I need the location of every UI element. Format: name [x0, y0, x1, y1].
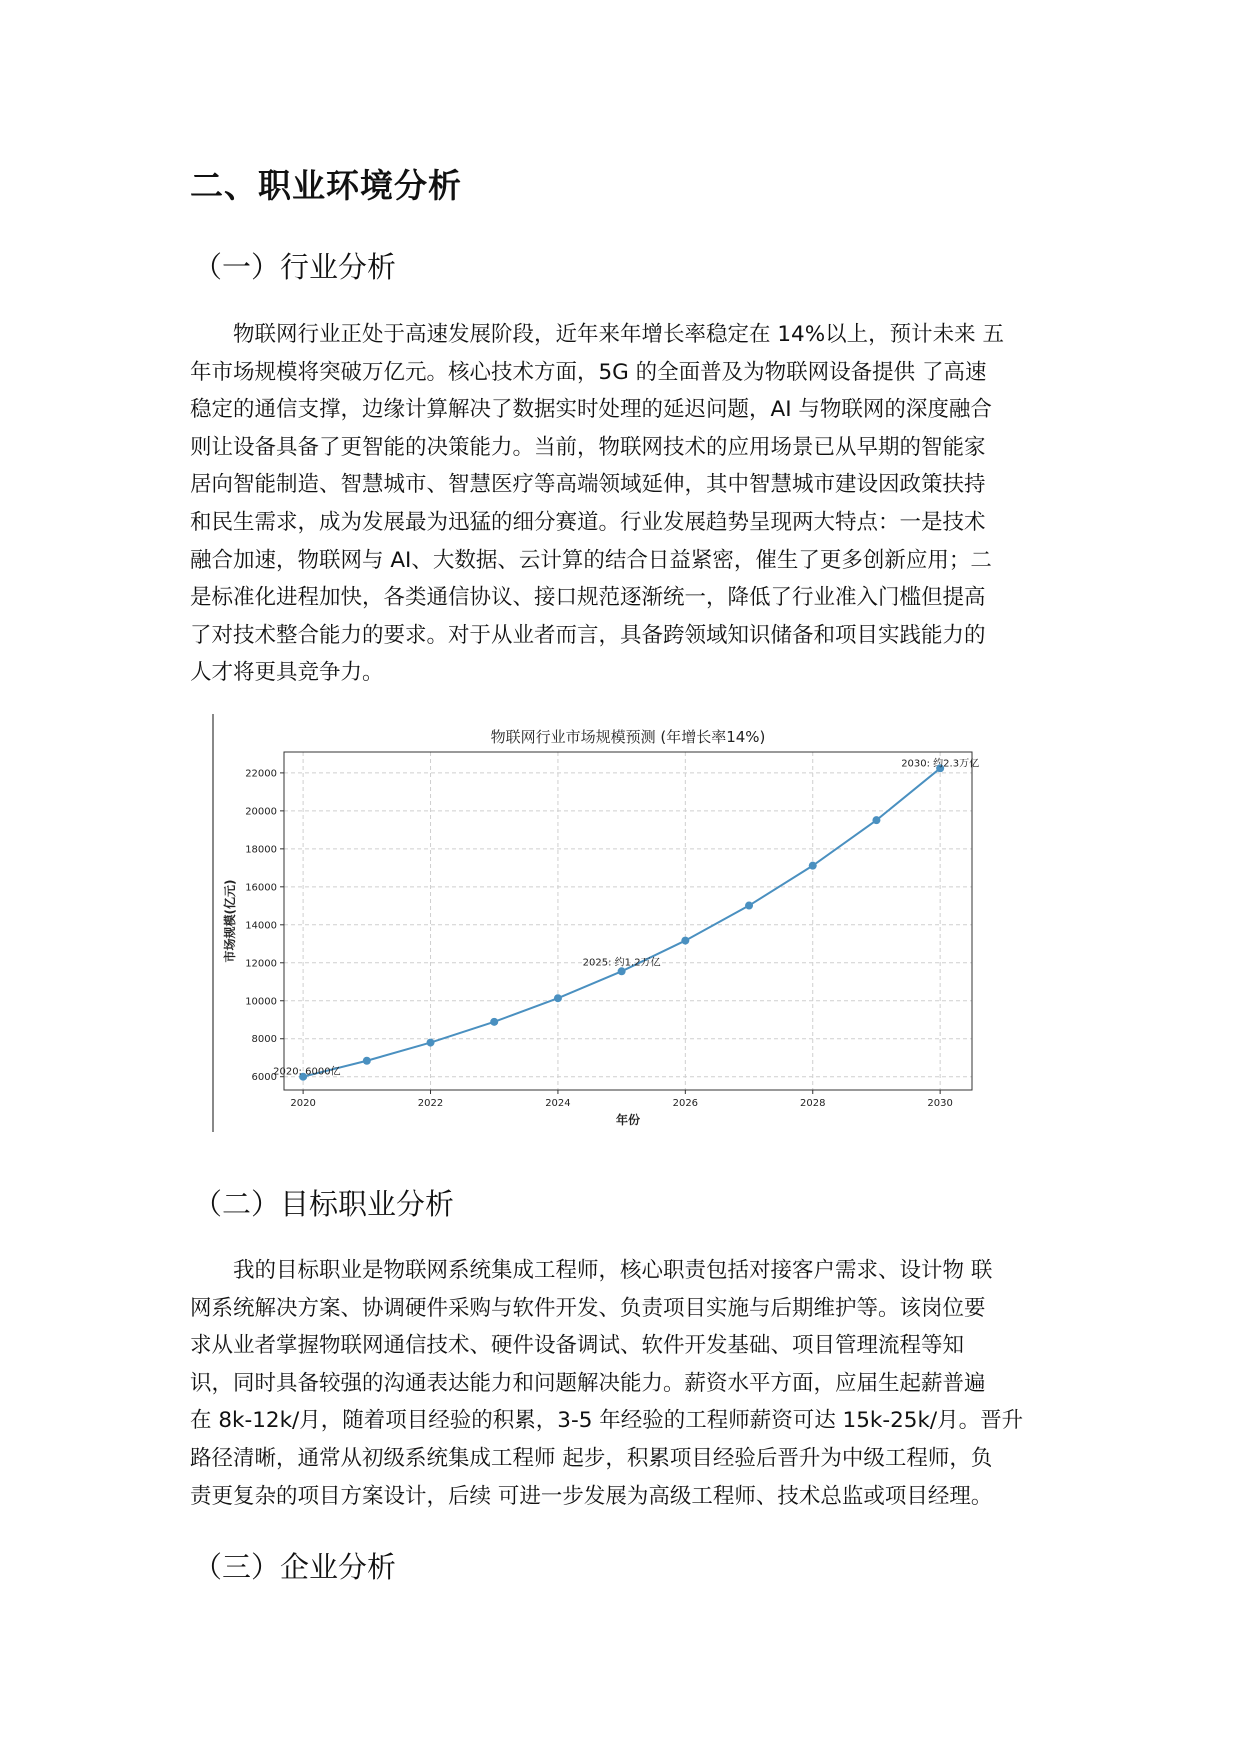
y-tick-label: 22000 — [245, 768, 277, 780]
x-tick-label: 2020 — [290, 1098, 316, 1109]
paragraph-line: 求从业者掌握物联网通信技术、硬件设备调试、软件开发基础、项目管理流程等知 — [190, 1333, 965, 1359]
paragraph-line: 融合加速，物联网与 AI、大数据、云计算的结合日益紧密，催生了更多创新应用；二 — [190, 547, 992, 573]
paragraph-line: 则让设备具备了更智能的决策能力。当前，物联网技术的应用场景已从早期的智能家 — [190, 434, 986, 460]
y-axis-label: 市场规模(亿元) — [223, 879, 237, 963]
paragraph-line: 网系统解决方案、协调硬件采购与软件开发、负责项目实施与后期维护等。该岗位要 — [190, 1295, 986, 1321]
data-point — [554, 994, 562, 1002]
industry-paragraph — [190, 316, 1062, 692]
x-tick-label: 2030 — [927, 1098, 953, 1109]
x-tick-label: 2028 — [800, 1098, 826, 1109]
data-point — [618, 967, 626, 975]
paragraph-line: 在 8k-12k/月，随着项目经验的积累，3-5 年经验的工程师薪资可达 15k-25k/月。晋升 — [190, 1408, 1024, 1434]
data-point — [427, 1039, 435, 1047]
y-tick-label: 10000 — [245, 996, 277, 1008]
y-tick-label: 8000 — [251, 1034, 277, 1046]
y-tick-label: 6000 — [251, 1072, 277, 1084]
x-axis-label: 年份 — [615, 1113, 641, 1127]
subsection-heading-target-career: （二）目标职业分析 — [193, 1187, 455, 1221]
data-point — [490, 1018, 498, 1026]
paragraph-line: 稳定的通信支撑，边缘计算解决了数据实时处理的延迟问题，AI 与物联网的深度融合 — [190, 397, 992, 423]
section-title: 二、职业环境分析 — [190, 166, 462, 205]
data-annotation: 2020: 6000亿 — [273, 1066, 341, 1078]
market-size-chart — [212, 712, 998, 1132]
x-tick-label: 2026 — [672, 1098, 699, 1109]
paragraph-line: 物联网行业正处于高速发展阶段，近年来年增长率稳定在 14%以上，预计未来 五 — [233, 322, 1004, 347]
y-tick-label: 18000 — [245, 844, 277, 856]
paragraph-line: 了对技术整合能力的要求。对于从业者而言，具备跨领域知识储备和项目实践能力的 — [190, 622, 986, 648]
data-point — [809, 862, 817, 870]
y-tick-label: 16000 — [245, 882, 277, 894]
chart-svg — [212, 712, 998, 1132]
x-tick-label: 2022 — [417, 1098, 444, 1109]
plot-frame — [284, 752, 972, 1090]
subsection-heading-industry: （一）行业分析 — [193, 250, 397, 284]
data-annotation: 2025: 约1.2万亿 — [582, 957, 661, 969]
y-tick-label: 20000 — [245, 806, 277, 818]
data-annotation: 2030: 约2.3万亿 — [901, 758, 980, 770]
paragraph-line: 居向智能制造、智慧城市、智慧医疗等高端领域延伸，其中智慧城市建设因政策扶持 — [190, 472, 986, 498]
paragraph-line: 人才将更具竞争力。 — [190, 660, 384, 686]
paragraph-line: 识，同时具备较强的沟通表达能力和问题解决能力。薪资水平方面，应届生起薪普遍 — [190, 1370, 986, 1396]
subsection-heading-enterprise: （三）企业分析 — [193, 1550, 397, 1584]
data-point — [745, 902, 753, 910]
target-career-paragraph — [190, 1252, 1062, 1515]
paragraph-line: 我的目标职业是物联网系统集成工程师，核心职责包括对接客户需求、设计物 联 — [233, 1258, 993, 1283]
paragraph-line: 年市场规模将突破万亿元。核心技术方面，5G 的全面普及为物联网设备提供 了高速 — [190, 359, 987, 385]
data-point — [681, 937, 689, 945]
y-tick-label: 14000 — [245, 920, 277, 932]
chart-title: 物联网行业市场规模预测 (年增长率14%) — [490, 728, 766, 746]
x-tick-label: 2024 — [545, 1098, 571, 1109]
data-point — [872, 816, 880, 824]
paragraph-line: 和民生需求，成为发展最为迅猛的细分赛道。行业发展趋势呈现两大特点：一是技术 — [190, 509, 986, 535]
y-tick-label: 12000 — [245, 958, 277, 970]
paragraph-line: 是标准化进程加快，各类通信协议、接口规范逐渐统一，降低了行业准入门槛但提高 — [190, 585, 986, 611]
series-line — [303, 768, 940, 1076]
paragraph-line: 路径清晰，通常从初级系统集成工程师 起步，积累项目经验后晋升为中级工程师，负 — [190, 1445, 993, 1471]
paragraph-line: 责更复杂的项目方案设计，后续 可进一步发展为高级工程师、技术总监或项目经理。 — [190, 1483, 993, 1509]
data-point — [363, 1057, 371, 1065]
